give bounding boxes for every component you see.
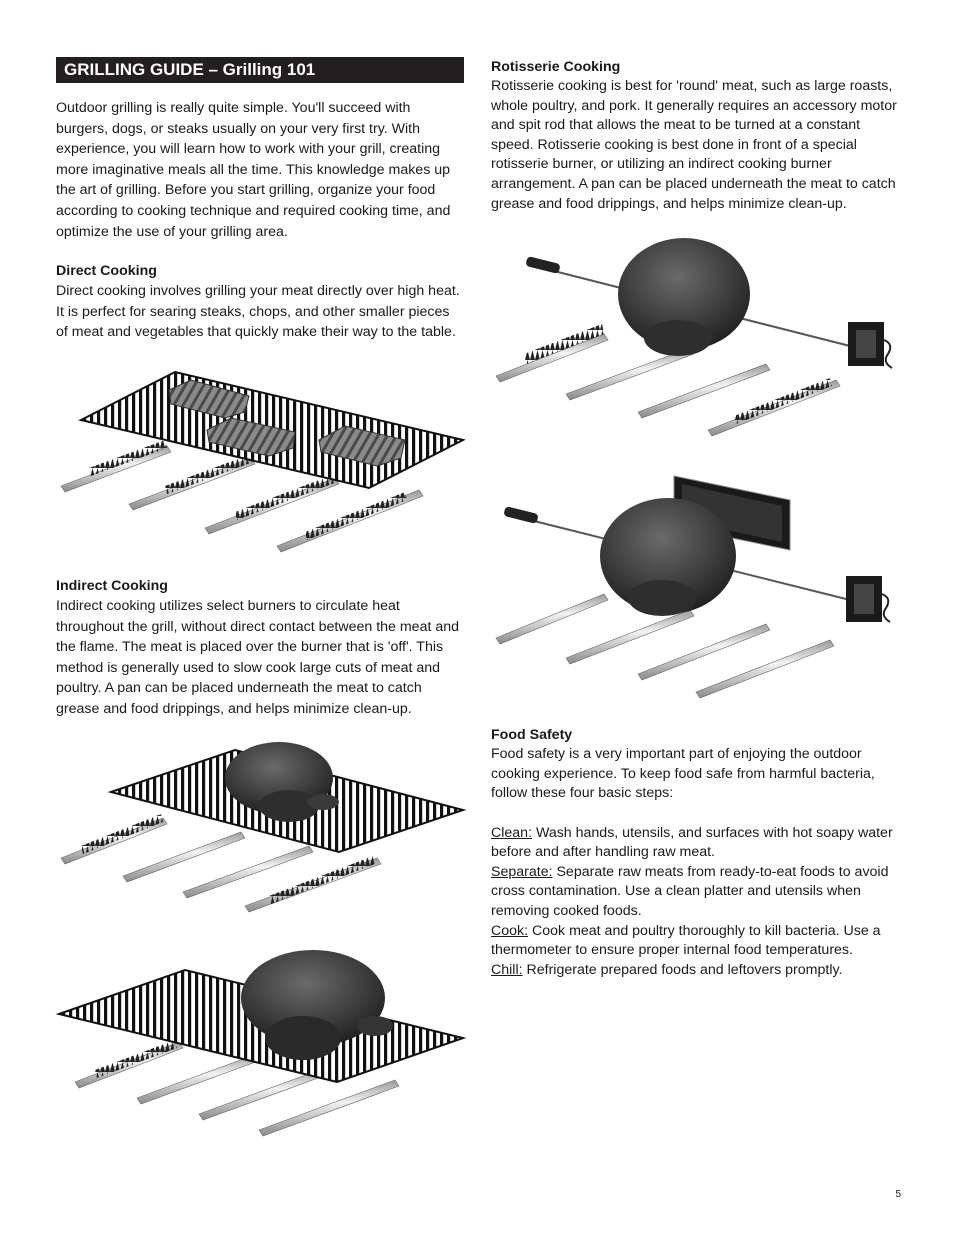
rotisserie-illustration-2 xyxy=(490,470,910,700)
direct-cooking-body: Direct cooking involves grilling your meat directly over high heat. It is perfect for searing steaks, chops, and other smaller pieces of meat and vegetables that quickly make their way to the table. xyxy=(56,283,460,341)
page-title: GRILLING GUIDE – Grilling 101 xyxy=(56,57,464,83)
rotisserie-cooking-heading: Rotisserie Cooking xyxy=(491,59,621,75)
burner-tube xyxy=(129,454,255,510)
burner-tube xyxy=(137,1054,261,1104)
rotisserie-motor xyxy=(846,576,890,622)
step-label: Clean: xyxy=(491,824,533,841)
burner-tube xyxy=(123,832,245,882)
food-safety-steps xyxy=(491,824,903,981)
burner-tube xyxy=(61,814,167,864)
rotisserie-motor xyxy=(848,322,892,368)
step-text: Cook meat and poultry thoroughly to kill bacteria. Use a thermometer to ensure proper internal food temperatures. xyxy=(491,922,881,959)
food-safety-step xyxy=(491,863,903,922)
step-text: Refrigerate prepared foods and leftovers promptly. xyxy=(522,961,843,978)
rotisserie-illustration-1 xyxy=(490,230,910,446)
burner-tube xyxy=(205,474,339,534)
food-safety-heading: Food Safety xyxy=(491,727,573,744)
food-safety-step xyxy=(491,824,903,863)
burner-tube xyxy=(496,594,608,644)
whole-chicken xyxy=(600,498,736,616)
direct-cooking-illustration xyxy=(55,368,467,553)
whole-chicken xyxy=(618,238,750,356)
food-safety-step xyxy=(491,922,903,961)
direct-cooking-heading: Direct Cooking xyxy=(56,263,157,280)
page-number: 5 xyxy=(895,1189,901,1200)
burner-tube xyxy=(61,440,171,492)
indirect-cooking-body: Indirect cooking utilizes select burners to circulate heat throughout the grill, without direct contact between the meat and the flame. The meat is placed over the burner that is 'off'. This method is generally used to slow cook large cuts of meat and poultry. A pan can be placed underneath the meat to catch grease and food drippings, and helps minimize clean-up. xyxy=(56,597,460,717)
indirect-cooking-illustration-1 xyxy=(55,736,467,914)
food-safety-step xyxy=(491,961,903,981)
step-label: Separate: xyxy=(491,863,553,880)
step-label: Chill: xyxy=(491,961,523,978)
step-text: Separate raw meats from ready-to-eat foods to avoid cross contamination. Use a clean platter and utensils when removing cooked foods. xyxy=(491,863,889,919)
rotisserie-cooking-body: Rotisserie cooking is best for 'round' meat, such as large roasts, whole poultry, and pork. It generally requires an accessory motor and spit rod that allows the meat to be turned at a constant speed. Rotisserie cooking is best done in front of a special rotisserie burner, or utilizing an indirect cooking burner arrangement. A pan can be placed underneath the meat to catch grease and food drippings, and helps minimize clean-up. xyxy=(491,78,897,212)
intro-paragraph: Outdoor grilling is really quite simple. You'll succeed with burgers, dogs, or steaks usually on your very first try. With experience, you will learn how to work with your grill, creating more imaginative meals all the time. This knowledge makes up the art of grilling. Before you start grilling, organize your food according to cooking technique and required cooking time, and optimize the use of your grilling area. xyxy=(56,100,451,240)
burner-tube xyxy=(566,610,694,664)
burner-tube xyxy=(708,378,840,436)
step-text: Wash hands, utensils, and surfaces with hot soapy water before and after handling raw meat. xyxy=(491,824,893,861)
step-label: Cook: xyxy=(491,922,529,939)
indirect-cooking-illustration-2 xyxy=(55,942,467,1138)
indirect-cooking-heading: Indirect Cooking xyxy=(56,577,168,594)
food-safety-intro: Food safety is a very important part of enjoying the outdoor cooking experience. To keep food safe from harmful bacteria, follow these four basic steps: xyxy=(491,746,875,802)
burner-tube xyxy=(75,1040,183,1088)
burner-tube xyxy=(496,324,608,382)
